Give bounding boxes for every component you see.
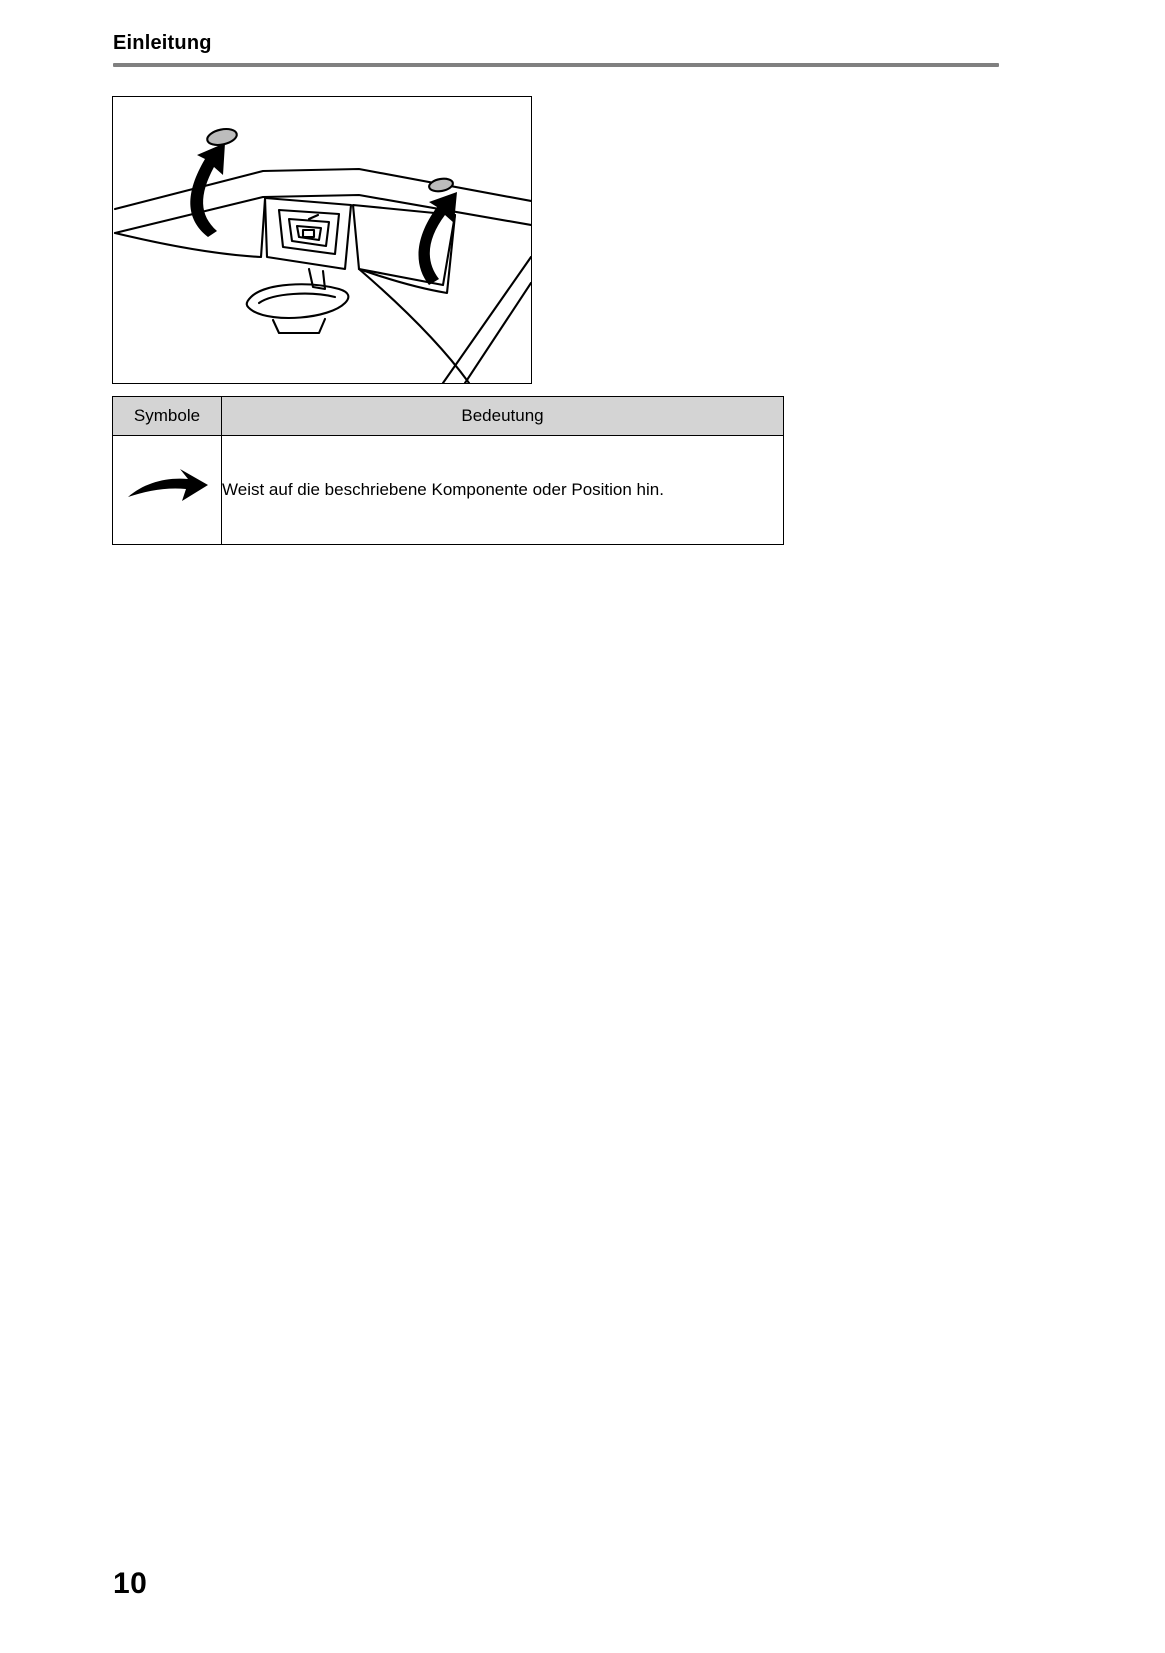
header-divider (113, 63, 999, 67)
table-header-row (113, 397, 784, 436)
arrow-icon (113, 467, 221, 513)
column-header-symbole: Symbole (113, 397, 222, 436)
meaning-cell: Weist auf die beschriebene Komponente oder Position hin. (222, 436, 784, 545)
illustration-svg (113, 97, 531, 383)
table-row (113, 436, 784, 545)
page-header (113, 30, 999, 67)
windshield-interior-illustration (112, 96, 532, 384)
arrow-icon-left (190, 143, 225, 237)
symbol-cell (113, 436, 222, 545)
column-header-bedeutung: Bedeutung (222, 397, 784, 436)
section-title: Einleitung (113, 32, 212, 54)
page-number: 10 (113, 1567, 148, 1600)
component-marker-right (428, 177, 454, 193)
symbol-legend-table (112, 396, 784, 545)
arrow-icon-glyph (124, 467, 210, 513)
